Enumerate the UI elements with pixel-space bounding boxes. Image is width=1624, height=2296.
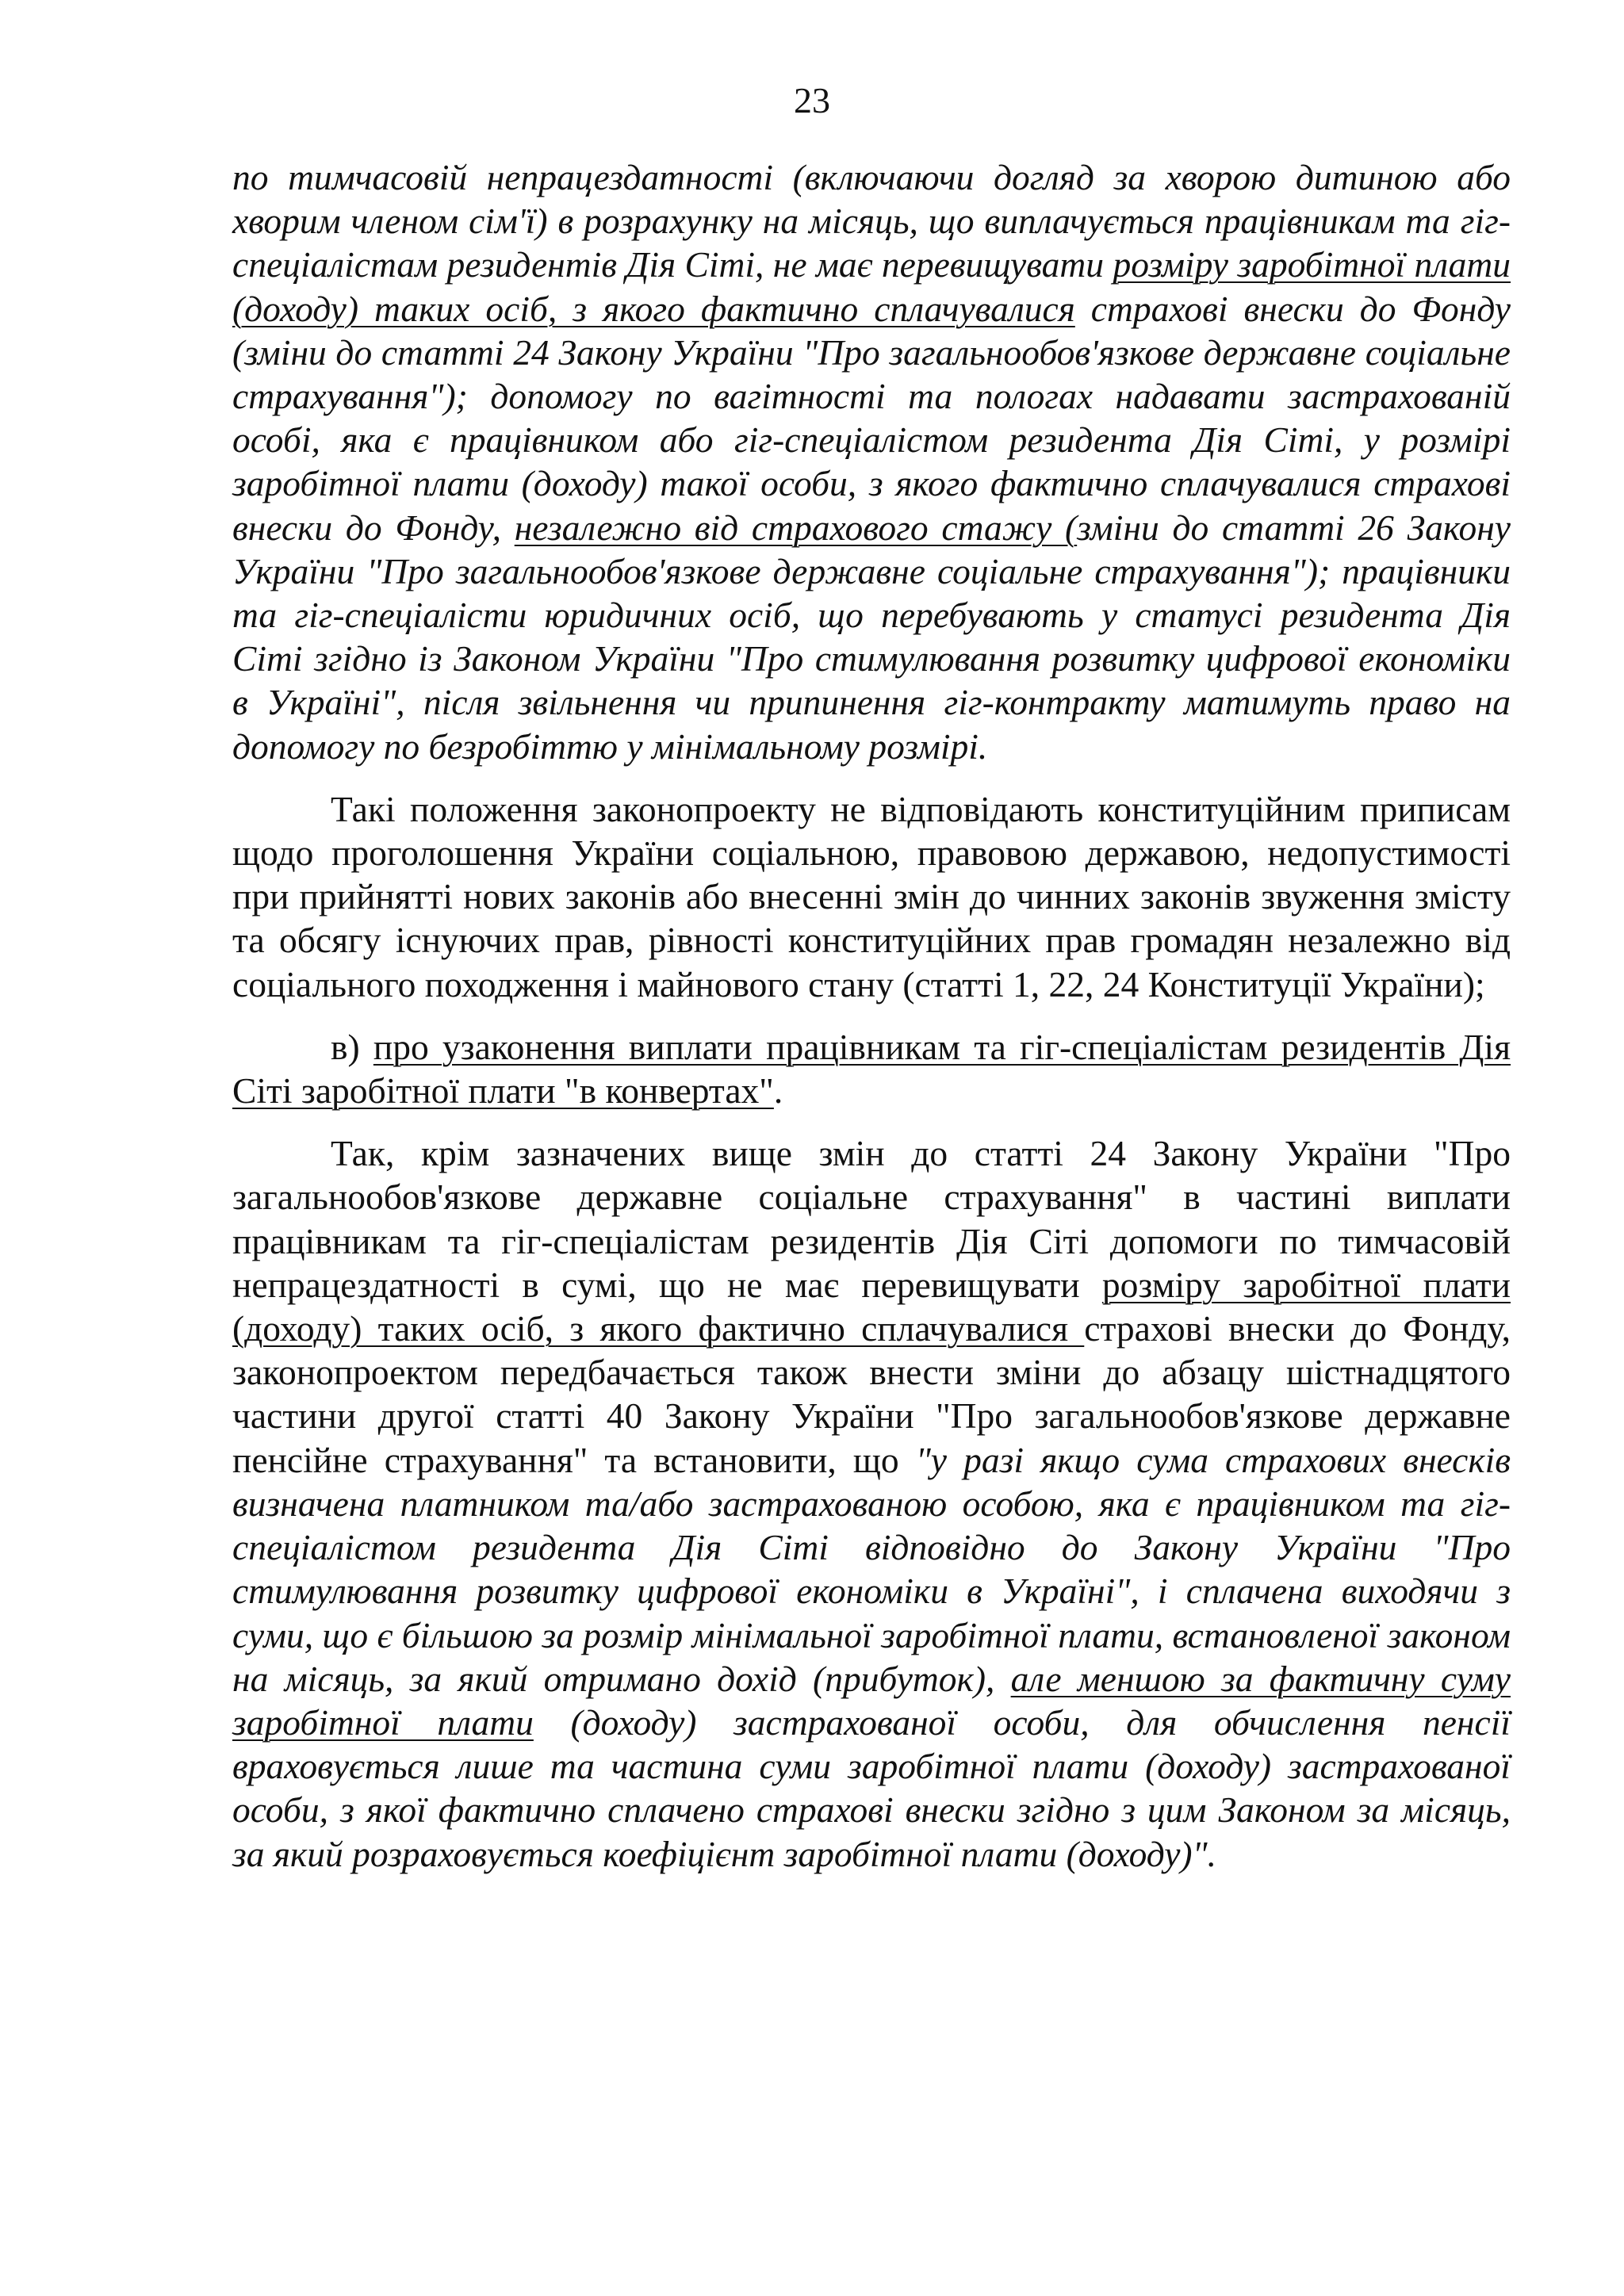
text-run: зміни до статті 26 Закону України "Про загальнообов'язкове державне соціальне страхування"); працівники та гіг-спеціалісти юридичних осіб, що перебувають у статусі резидента Дія Сіті згідно із Законом України "Про стимулювання розвитку цифрової економіки в Україні", після звільнення чи припинення гіг-контракту матимуть право на допомогу по безробіттю у мінімальному розмірі. [232,507,1511,767]
underlined-text: розміру заробітної плати (доходу) таких осіб, з якого фактично сплачувалися [232,244,1511,329]
underlined-text: розміру заробітної плати (доходу) таких осіб, з якого фактично сплачувалися [232,1264,1511,1349]
text-run: по тимчасовій непрацездатності (включаючи догляд за хворою дитиною або хворим членом сім'ї) в розрахунку на місяць, що виплачується працівникам та гіг-спеціалістам резидентів Дія Сіті, не має перевищувати [232,157,1511,285]
paragraph-item-v [232,1025,1511,1112]
quoted-text: (доходу) застрахованої особи, для обчислення пенсії враховується лише та частина суми заробітної плати (доходу) застрахованої особи, з якої фактично сплачено страхові внески згідно з цим Законом за місяць, за який розраховується коефіцієнт заробітної плати (доходу)". [232,1701,1511,1874]
page-number: 23 [794,80,830,121]
paragraph-continuation [232,155,1511,768]
text-run: страхові внески до Фонду (зміни до статті 24 Закону України "Про загальнообов'язкове державне соціальне страхування"); допомогу по вагітності та пологах надавати застрахованій особі, яка є працівником або гіг-спеціалістом резидента Дія Сіті, у розмірі заробітної плати (доходу) такої особи, з якого фактично сплачувалися страхові внески до Фонду, [232,288,1511,548]
paragraph-constitutional-assessment: Такі положення законопроекту не відповідають конституційним приписам щодо проголошення України соціальною, правовою державою, недопустимості при прийнятті нових законів або внесенні змін до чинних законів звуження змісту та обсягу існуючих прав, рівності конституційних прав громадян незалежно від соціального походження і майнового стану (статті 1, 22, 24 Конституції України); [232,788,1511,1004]
quoted-underlined-text: але меншою за фактичну суму заробітної плати [232,1658,1511,1743]
paragraph-pension-amendment [232,1131,1511,1875]
underlined-text: незалежно від страхового стажу ( [514,507,1078,548]
item-marker: в) [331,1026,373,1067]
document-body [232,155,1511,1876]
underlined-text: про узаконення виплати працівникам та гіг-спеціалістам резидентів Дія Сіті заробітної плати "в конвертах" [232,1026,1511,1112]
text-run: Так, крім зазначених вище змін до статті 24 Закону України "Про загальнообов'язкове державне соціальне страхування" в частині виплати працівникам та гіг-спеціалістам резидентів Дія Сіті допомоги по тимчасовій непрацездатності в сумі, що не має перевищувати [232,1133,1511,1305]
text-run: . [773,1070,783,1112]
quoted-text: "у разі якщо сума страхових внесків визначена платником та/або застрахованою особою, яка є працівником та гіг-спеціалістом резидента Дія Сіті відповідно до Закону України "Про стимулювання розвитку цифрової економіки в Україні", і сплачена виходячи з суми, що є більшою за розмір мінімальної заробітної плати, встановленої законом на місяць, за який отримано дохід (прибуток), [232,1439,1511,1699]
text-run: страхові внески до Фонду, законопроектом передбачається також внести зміни до абзацу шістнадцятого частини другої статті 40 Закону України "Про загальнообов'язкове державне пенсійне страхування" та встановити, що [232,1308,1511,1480]
